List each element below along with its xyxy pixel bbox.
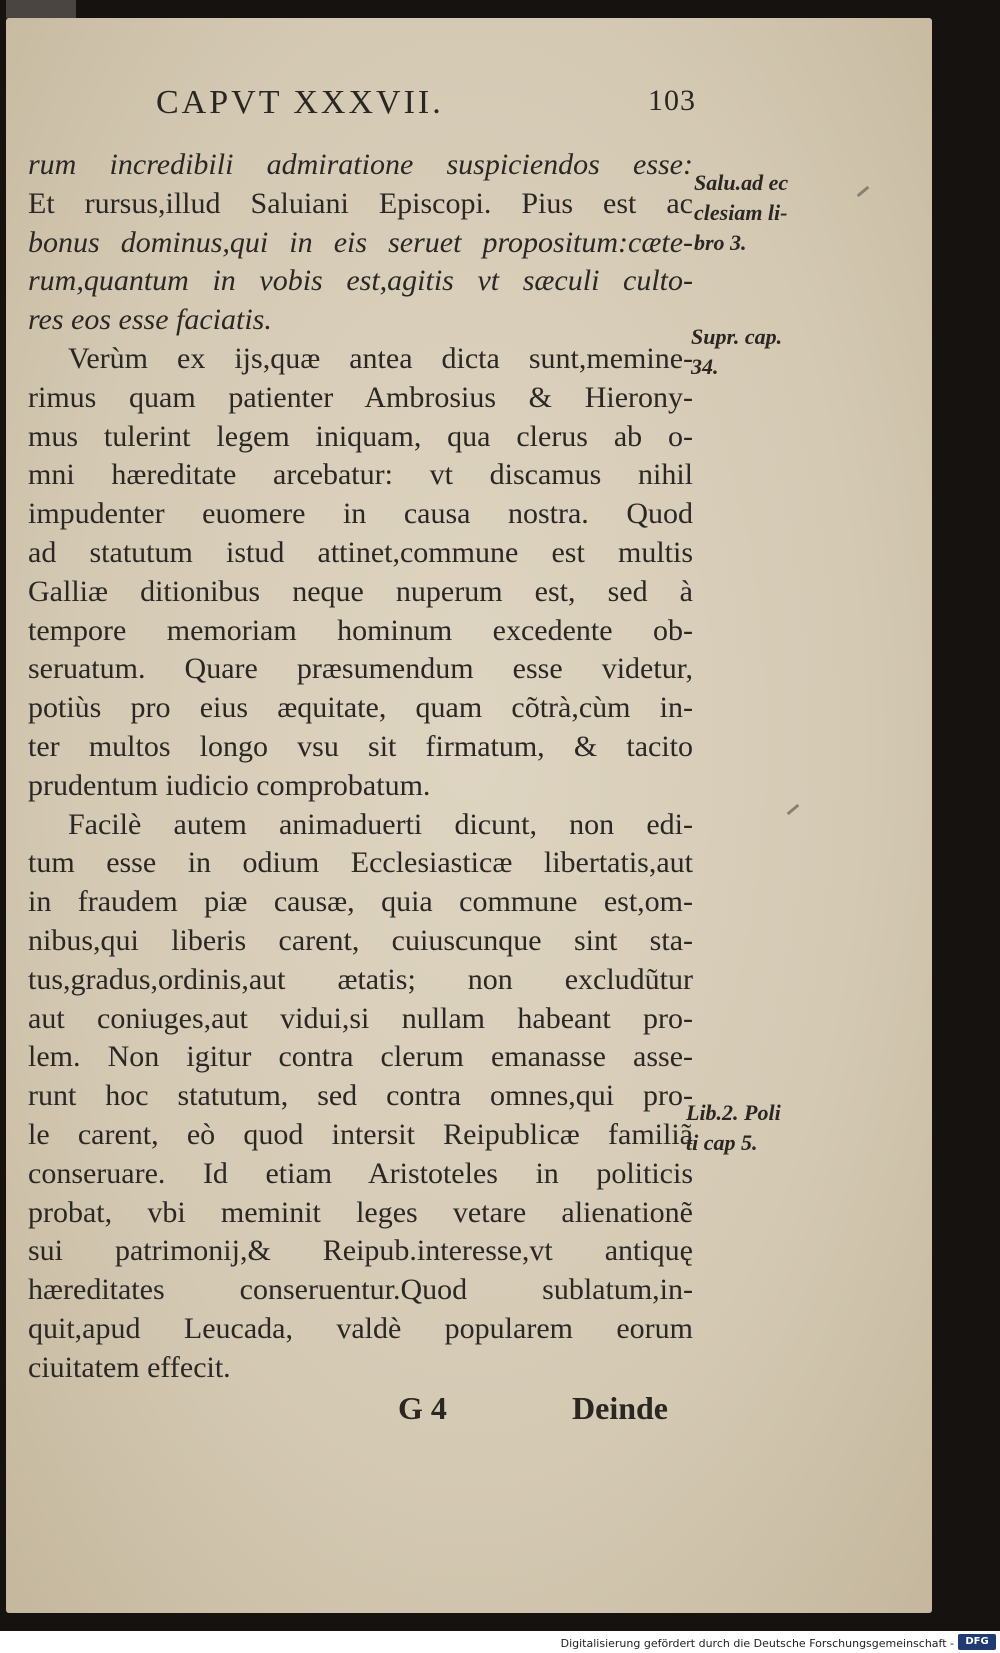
text-line: ad statutum istud attinet,commune est multis [28, 535, 693, 569]
text-line: tempore memoriam hominum excedente ob- [28, 613, 693, 647]
text-line: conseruare. Id etiam Aristoteles in politicis [28, 1156, 693, 1190]
text-line: tum esse in odium Ecclesiasticæ libertatis,aut [28, 846, 693, 880]
text-line: in fraudem piæ causæ, quia commune est,om- [28, 885, 693, 919]
margin-note-saluianus [694, 168, 788, 258]
catchword: Deinde [572, 1390, 668, 1426]
dfg-logo: DFG [958, 1634, 996, 1650]
page-edge [6, 0, 76, 18]
text-line: bonus dominus,qui in eis seruet propositum:cæte- [28, 225, 693, 259]
pencil-mark [857, 186, 870, 197]
footer-bar [0, 1631, 1000, 1653]
text-line: probat, vbi meminit leges vetare alienationẽ [28, 1195, 693, 1229]
text-line: mni hæreditate arcebatur: vt discamus nihil [28, 458, 693, 492]
text-line: quit,apud Leucada, valdè popularem eorum [28, 1311, 693, 1345]
margin-note-line: 34. [691, 354, 719, 379]
text-line: aut coniuges,aut vidui,si nullam habeant pro- [28, 1001, 693, 1035]
body-text [28, 146, 693, 1388]
margin-note-line: Lib.2. Poli [686, 1100, 781, 1125]
margin-note-supra [691, 322, 782, 382]
text-line: impudenter euomere in causa nostra. Quod [28, 497, 693, 531]
chapter-title: CAPVT XXXVII. [156, 84, 444, 121]
text-line: rimus quam patienter Ambrosius & Hierony- [28, 380, 693, 414]
text-line: hæreditates conseruentur.Quod sublatum,in- [28, 1273, 693, 1307]
page-number: 103 [648, 84, 696, 117]
text-line: sui patrimonij,& Reipub.interesse,vt antiquę [28, 1234, 693, 1268]
pencil-mark [787, 804, 800, 815]
text-line: Et rursus,illud Saluiani Episcopi. Pius est ac [28, 186, 693, 220]
text-line: runt hoc statutum, sed contra omnes,qui pro- [28, 1079, 693, 1113]
text-line: Verùm ex ijs,quæ antea dicta sunt,memine- [68, 341, 693, 375]
funding-credit: Digitalisierung gefördert durch die Deutsche Forschungsgemeinschaft - [560, 1637, 954, 1650]
text-line: nibus,qui liberis carent, cuiuscunque sint sta- [28, 923, 693, 957]
text-line: seruatum. Quare præsumendum esse videtur, [28, 652, 693, 686]
margin-note-line: Salu.ad ec [694, 170, 789, 195]
text-line: res eos esse faciatis. [28, 303, 272, 337]
margin-note-line: ti cap 5. [686, 1130, 758, 1155]
signature-mark: G 4 [398, 1390, 447, 1426]
margin-note-line: clesiam li- [694, 200, 788, 225]
text-line: potiùs pro eius æquitate, quam cõtrà,cùm in- [28, 691, 693, 725]
margin-note-line: bro 3. [694, 230, 747, 255]
margin-note-line: Supr. cap. [691, 324, 783, 349]
text-line: rum,quantum in vobis est,agitis vt sæculi culto- [28, 264, 693, 298]
text-line: Galliæ ditionibus neque nuperum est, sed à [28, 574, 693, 608]
margin-note-aristotle [686, 1098, 781, 1158]
text-line: lem. Non igitur contra clerum emanasse asse- [28, 1040, 693, 1074]
text-line: ciuitatem effecit. [28, 1350, 231, 1384]
text-line: Facilè autem animaduerti dicunt, non edi- [68, 807, 693, 841]
text-line: ter multos longo vsu sit firmatum, & tacito [28, 729, 693, 763]
text-line: prudentum iudicio comprobatum. [28, 768, 431, 802]
text-line: rum incredibili admiratione suspiciendos esse: [28, 148, 693, 181]
book-page [6, 18, 932, 1613]
text-line: tus,gradus,ordinis,aut ætatis; non excludũtur [28, 962, 693, 996]
text-line: mus tulerint legem iniquam, qua clerus ab o- [28, 419, 693, 453]
text-line: le carent, eò quod intersit Reipublicæ familiã [28, 1117, 693, 1151]
